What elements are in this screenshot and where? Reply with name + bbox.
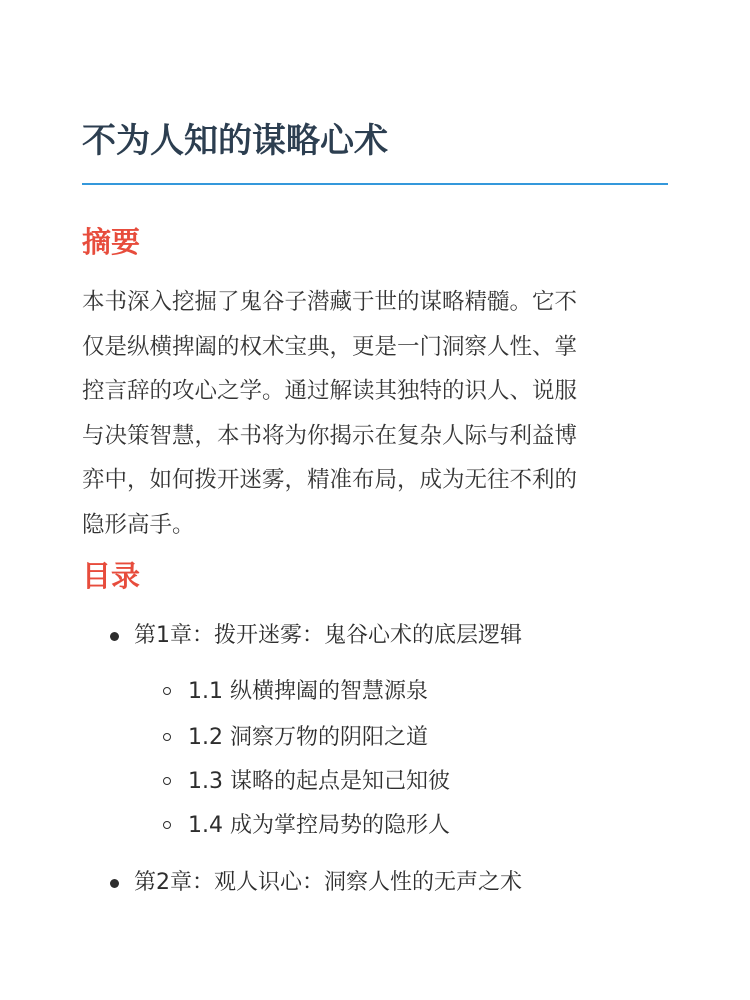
bullet-circle-icon: [163, 687, 171, 695]
toc-section-1-2: [82, 723, 428, 753]
toc-section-label: 1.1 纵横捭阖的智慧源泉: [188, 679, 428, 704]
toc-section-1-1: [82, 677, 428, 707]
abstract-paragraph: [82, 280, 668, 547]
toc-chapter-1: [82, 621, 522, 651]
bullet-circle-icon: [163, 777, 171, 785]
bullet-circle-icon: [163, 821, 171, 829]
abstract-line: 控言辞的攻心之学。通过解读其独特的识人、说服: [82, 378, 578, 404]
abstract-heading: 摘要: [82, 225, 141, 259]
toc-chapter-2: [82, 868, 522, 898]
toc-section-label: 1.4 成为掌控局势的隐形人: [188, 813, 450, 838]
bullet-disc-icon: [110, 879, 119, 888]
toc-section-1-3: [82, 767, 450, 797]
toc-section-1-4: [82, 811, 450, 841]
abstract-line: 弈中，如何拨开迷雾，精准布局，成为无往不利的: [82, 467, 578, 493]
bullet-circle-icon: [163, 733, 171, 741]
toc-section-label: 1.3 谋略的起点是知己知彼: [188, 769, 450, 794]
abstract-line: 仅是纵横捭阖的权术宝典，更是一门洞察人性、掌: [82, 333, 578, 360]
toc-section-label: 1.2 洞察万物的阴阳之道: [188, 725, 428, 750]
toc-chapter-label: 第2章：观人识心：洞察人性的无声之术: [134, 870, 522, 895]
toc-chapter-label: 第1章：拨开迷雾：鬼谷心术的底层逻辑: [134, 623, 522, 648]
abstract-line: 本书深入挖掘了鬼谷子潜藏于世的谋略精髓。它不: [82, 289, 578, 315]
title-divider: [82, 183, 668, 185]
bullet-disc-icon: [110, 632, 119, 641]
abstract-line: 隐形高手。: [82, 511, 195, 538]
toc-heading: 目录: [82, 559, 141, 593]
page-title: 不为人知的谋略心术: [82, 121, 388, 161]
abstract-line: 与决策智慧，本书将为你揭示在复杂人际与利益博: [82, 422, 578, 449]
